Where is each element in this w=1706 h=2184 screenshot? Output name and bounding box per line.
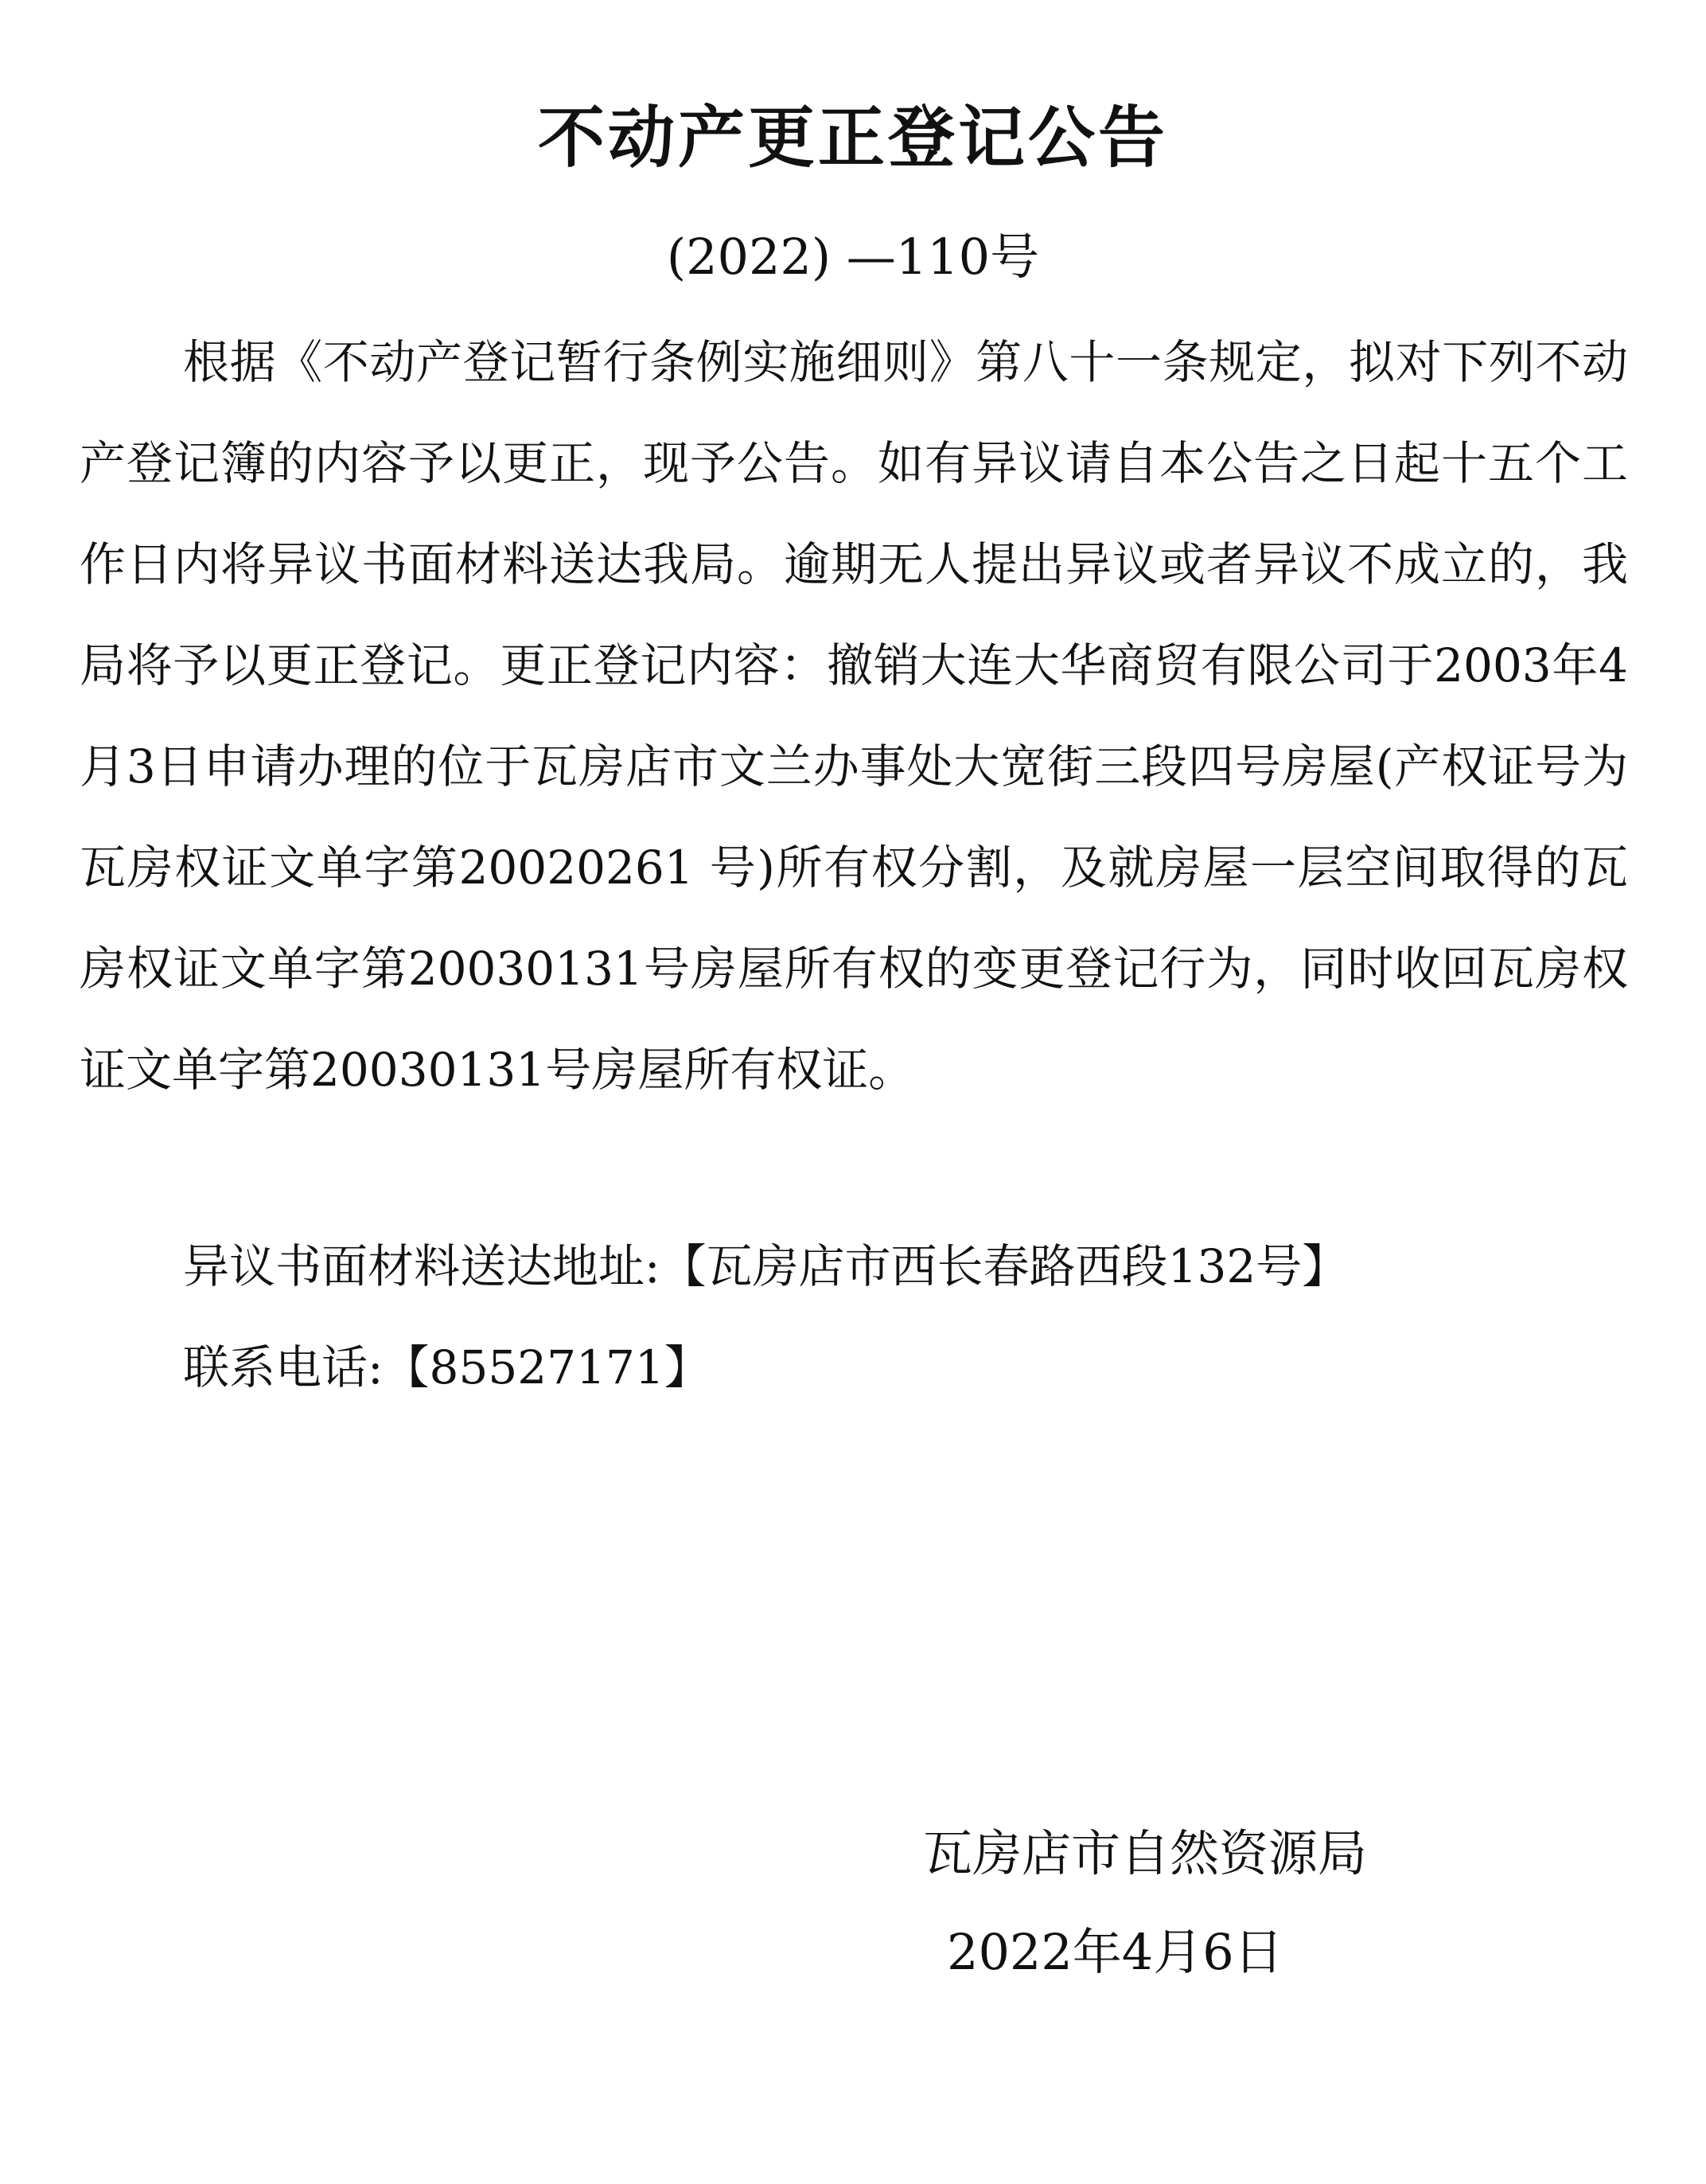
issue-date: 2022年4月6日 [947,1923,1283,1981]
objection-address-line: 异议书面材料送达地址:【瓦房店市西长春路西段132号】 [183,1239,1349,1293]
notice-title: 不动产更正登记公告 [537,99,1168,177]
notice-body-paragraph: 根据《不动产登记暂行条例实施细则》第八十一条规定，拟对下列不动产登记簿的内容予以更正，现予公告。如有异议请自本公告之日起十五个工作日内将异议书面材料送达我局。逾期无人提出异议或者异议不成立的，我局将予以更正登记。更正登记内容：撤销大连大华商贸有限公司于2003年4月3日申请办理的位于瓦房店市文兰办事处大宽街三段四号房屋(产权证号为瓦房权证文单字第20020261 号)所有权分割，及就房屋一层空间取得的瓦房权证文单字第20030131号房屋所有权的变更登记行为，同时收回瓦房权证文单字第20030131号房屋所有权证。 [80,335,1628,1097]
issuing-authority: 瓦房店市自然资源局 [923,1824,1368,1882]
document-number: (2022) —110号 [666,228,1040,286]
contact-phone-line: 联系电话:【85527171】 [183,1340,711,1394]
